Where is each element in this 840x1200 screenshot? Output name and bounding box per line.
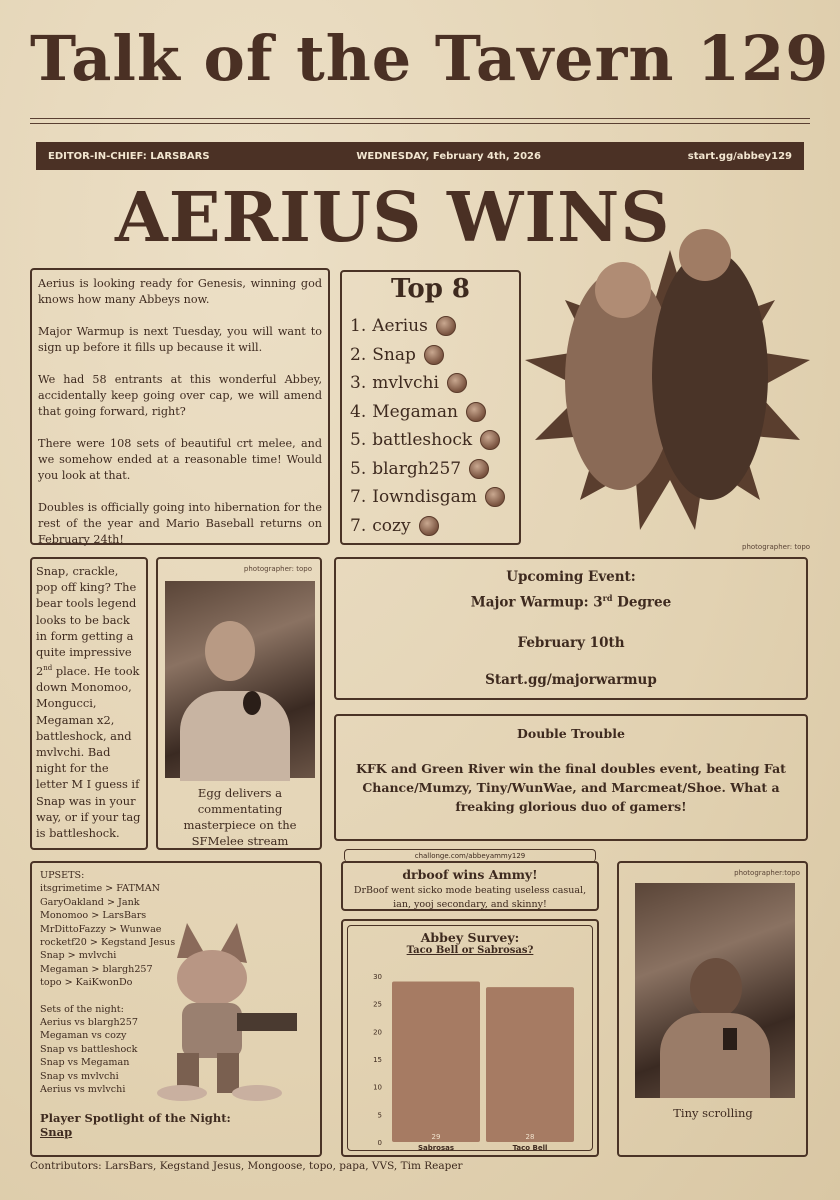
story-paragraph: There were 108 sets of beautiful crt melee, and we somehow ended at a reasonable time! Would you look at that. [38,437,322,482]
top8-entry [350,369,519,398]
set-item: Snap vs battleshock [40,1043,138,1055]
player-name: Megaman [372,401,458,422]
player-name: Aerius [372,316,428,337]
y-tick-label: 20 [373,1028,382,1037]
snap-story-text: Snap, crackle, pop off king? The bear tools legend looks to be back in form getting a quite impressive 2nd place. He took down Monomoo, Mongucci, Megaman x2, battleshock, and mvlvchi. Bad night for the letter M I guess if Snap was in your way, or if your tag is battleshock. [36,564,141,841]
upset-item: itsgrimetime > FATMAN [40,883,161,895]
winner-photo [525,210,815,550]
fox-icon [466,402,486,422]
phone-icon [723,1028,737,1050]
upcoming-label: Upcoming Event: [506,569,636,585]
upset-item: Megaman > blargh257 [40,963,153,975]
mario-icon [419,516,439,536]
contributors: Contributors: LarsBars, Kegstand Jesus, Mongoose, topo, papa, VVS, Tim Reaper [30,1160,463,1172]
face-right [679,229,731,281]
y-tick-label: 15 [373,1056,382,1064]
fox-icon [469,459,489,479]
rank: 1. [350,316,367,337]
category-label: Sabrosas [417,1144,455,1150]
player-name: cozy [372,515,411,536]
top8-entry [350,312,519,341]
rank: 7. [350,487,367,508]
upset-item: topo > KaiKwonDo [40,977,133,989]
set-item: Snap vs Megaman [40,1057,130,1069]
ammy-body: DrBoof went sicko mode beating useless casual, ian, yooj secondary, and skinny! [353,885,587,910]
upcoming-event [334,557,808,700]
bar-value-label: 29 [431,1133,441,1141]
top8-entry [350,341,519,370]
top8-list [342,312,519,540]
survey-box [341,919,599,1157]
tiny-photo-box [617,861,808,1157]
top8-title: Top 8 [390,274,471,304]
y-tick-label: 0 [377,1139,382,1147]
face-shape [205,621,255,681]
egg-photo-box [156,557,322,850]
sets-heading: Sets of the night: [40,1003,124,1015]
y-tick-label: 5 [377,1111,382,1120]
top8-entry [350,512,519,541]
doubles-title: Double Trouble [517,726,625,741]
face-left [595,262,651,318]
body-shape [660,1013,770,1098]
upset-item: Snap > mvlvchi [40,950,117,962]
editor-label: EDITOR-IN-CHIEF: LARSBARS [48,150,210,162]
upcoming-date: February 10th [517,634,625,651]
player-name: Snap [372,344,416,365]
falco-icon [485,487,505,507]
set-item: Snap vs mvlvchi [40,1070,119,1082]
survey-question: Taco Bell or Sabrosas? [406,945,534,956]
ammy-box [341,861,599,911]
rank: 5. [350,458,367,479]
ammy-link[interactable]: challonge.com/abbeyammy129 [344,849,596,862]
main-story [30,268,330,545]
story-body [38,276,322,548]
set-item: Aerius vs mvlvchi [40,1084,126,1096]
top8-entry [350,483,519,512]
story-paragraph: Aerius is looking ready for Genesis, winning god knows how many Abbeys now. [38,277,322,306]
peach-icon [480,430,500,450]
fox-icon [424,345,444,365]
photo-credit: photographer:topo [734,869,800,877]
upcoming-link[interactable]: Start.gg/majorwarmup [485,671,657,688]
top8-entry [350,455,519,484]
upset-item: MrDittoFazzy > Wunwae [40,923,162,935]
egg-photo [165,581,315,778]
story-paragraph: Doubles is officially going into hibernation for the rest of the year and Mario Baseball returns on February 24th! [38,501,322,546]
category-label: Taco Bell [512,1144,548,1150]
person-right [652,250,768,500]
newspaper-title: Talk of the Tavern 129 [30,22,830,95]
rank: 5. [350,430,367,451]
fox-character-icon [137,913,307,1103]
rank: 4. [350,401,367,422]
player-name: mvlvchi [372,373,439,394]
microphone-icon [243,691,261,715]
y-tick-label: 10 [373,1083,382,1092]
bar-value-label: 28 [525,1133,535,1141]
survey-inner [347,925,593,1151]
bar [392,982,480,1142]
marth-icon [436,316,456,336]
startgg-link[interactable]: start.gg/abbey129 [687,150,792,162]
tiny-caption: Tiny scrolling [673,1106,753,1120]
snap-story [30,557,148,850]
upsets-heading: UPSETS: [40,870,85,881]
set-item: Aerius vs blargh257 [40,1017,138,1029]
spotlight-name[interactable]: Snap [40,1124,73,1139]
rank: 3. [350,373,367,394]
player-name: Iowndisgam [372,487,477,508]
tiny-photo [635,883,795,1098]
info-bar [36,142,804,170]
y-tick-label: 25 [373,1000,382,1009]
doubles-body: KFK and Green River win the final doubles event, beating Fat Chance/Mumzy, Tiny/WunWae, and Marcmeat/Shoe. What a freaking glorious duo of gamers! [356,761,786,814]
upcoming-event-name: Major Warmup: 3rd Degree [470,593,672,611]
divider [30,118,810,119]
player-name: battleshock [372,430,473,451]
upset-item: rocketf20 > Kegstand Jesus [40,937,176,949]
survey-chart [348,964,592,1150]
survey-title: Abbey Survey: [420,930,520,945]
body-shape [180,691,290,781]
photo-credit: photographer: topo [742,543,811,551]
sheik-icon [447,373,467,393]
ammy-title: drboof wins Ammy! [402,867,538,882]
top8-entry [350,398,519,427]
rank: 7. [350,515,367,536]
top8-box [340,270,521,545]
issue-date: WEDNESDAY, February 4th, 2026 [356,150,541,162]
set-item: Megaman vs cozy [40,1030,127,1042]
upset-item: GaryOakland > Jank [40,896,140,908]
egg-caption: Egg delivers a commentating masterpiece on the SFMelee stream [183,786,297,848]
spotlight-label: Player Spotlight of the Night: [40,1110,231,1125]
y-tick-label: 30 [373,973,382,981]
upsets-box [30,861,322,1157]
double-trouble [334,714,808,841]
top8-entry [350,426,519,455]
divider [30,123,810,124]
photo-credit: photographer: topo [243,565,312,573]
upset-item: Monomoo > LarsBars [40,910,147,922]
story-paragraph: Major Warmup is next Tuesday, you will want to sign up before it fills up because it will. [38,325,322,354]
rank: 2. [350,344,367,365]
bar [486,987,574,1142]
player-name: blargh257 [372,458,462,479]
main-headline: AERIUS WINS [115,178,671,258]
hair-shape [690,958,742,1018]
story-paragraph: We had 58 entrants at this wonderful Abbey, accidentally keep going over cap, we will amend that going forward, right? [38,373,322,418]
